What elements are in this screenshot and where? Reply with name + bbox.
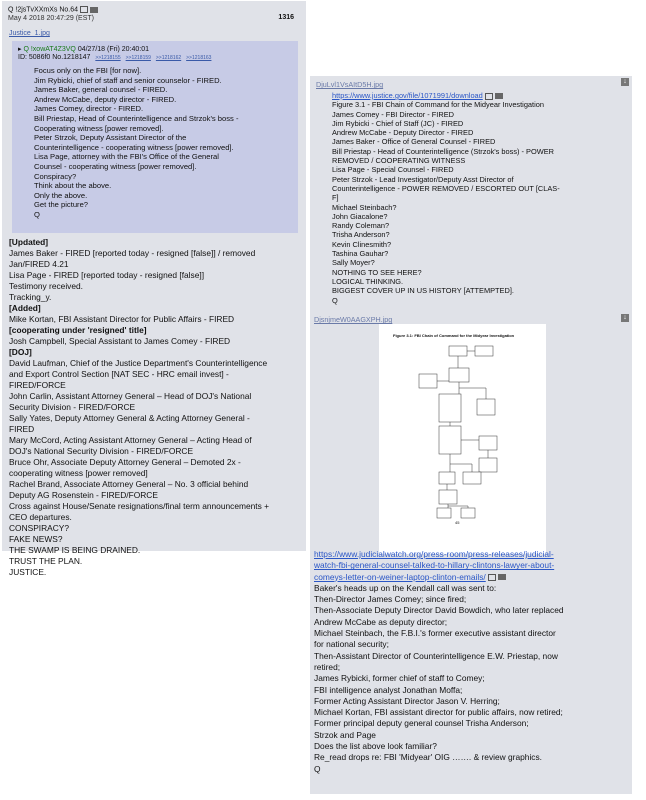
post-line: and Export Control Section [NAT SEC - HRC email invest] -: [9, 369, 229, 379]
post-line: Michael Kortan, FBI assistant director for public affairs, now retired;: [314, 707, 563, 718]
post-line: F]: [332, 193, 339, 203]
post-line: [DOJ]: [9, 347, 32, 357]
quote-line: Andrew McCabe, deputy director - FIRED.: [34, 94, 177, 104]
post-line: Former principal deputy general counsel Trisha Anderson;: [314, 718, 529, 729]
chart-box: [419, 374, 437, 388]
post-body: [314, 549, 630, 775]
left-post: [2, 1, 306, 577]
post-line: Re_read drops re: FBI 'Midyear' OIG ……. & review graphics.: [314, 752, 543, 763]
attachment-link[interactable]: DjsnjmeW0AAGXPH.jpg: [314, 315, 393, 324]
external-link-icon[interactable]: [80, 6, 88, 13]
post-line: [cooperating under 'resigned' title]: [9, 325, 147, 335]
folder-icon[interactable]: [495, 93, 503, 99]
download-icon[interactable]: ↓: [621, 78, 629, 86]
post-header: [8, 6, 98, 14]
post-line: Deputy AG Rosenstein - FIRED/FORCE: [9, 490, 158, 500]
quote-line: Get the picture?: [34, 200, 89, 210]
post-number: 1316: [278, 14, 294, 21]
post-line: Trisha Anderson?: [332, 230, 390, 240]
post-line: retired;: [314, 661, 341, 672]
chart-box: [439, 394, 461, 422]
url-part[interactable]: https://www.judicialwatch.org/press-room/press-releases/judicial-: [314, 549, 554, 559]
url-part[interactable]: watch-fbi-general-counsel-talked-to-hillary-clintons-lawyer-about-: [314, 560, 555, 571]
chart-title: Figure 3.1: FBI Chain of Command for the Midyear Investigation: [393, 333, 515, 338]
post-line: Andrew McCabe - Deputy Director - FIRED: [332, 128, 474, 138]
post-body: [332, 91, 628, 305]
post-line: Figure 3.1 - FBI Chain of Command for the Midyear Investigation: [332, 100, 544, 110]
chart-page-number: 45: [455, 520, 460, 525]
post-line: [Updated]: [9, 237, 49, 247]
quote-line: Counsel - cooperating witness [power removed].: [34, 161, 197, 171]
chart-box: [479, 436, 497, 450]
post-date: May 4 2018 20:47:29 (EST): [8, 15, 94, 22]
post-line: Tracking_y.: [9, 292, 52, 302]
post-author: Q !2jsTvXXmXs No.64: [8, 6, 79, 14]
post-line: Jim Rybicki - Chief of Staff (JC) - FIRED: [332, 118, 464, 128]
post-line: Bill Priestap - Head of Counterintelligence (Strzok's boss) - POWER: [332, 146, 554, 156]
post-line: Counterintelligence - POWER REMOVED / ESCORTED OUT [CLAS-: [332, 183, 560, 193]
chart-box: [439, 426, 461, 454]
post-line: John Giacalone?: [332, 211, 388, 221]
download-icon[interactable]: ↓: [621, 314, 629, 322]
quote-line: Peter Strzok, Deputy Assistant Director of the: [34, 133, 187, 143]
reply-link[interactable]: >>1218159: [125, 55, 151, 61]
post-line: JUSTICE.: [9, 567, 47, 577]
quote-line: Focus only on the FBI [for now].: [34, 66, 142, 75]
right-post-2: [310, 312, 632, 794]
post-line: Baker's heads up on the Kendall call was sent to:: [314, 582, 497, 593]
chart-box: [479, 458, 497, 472]
chart-box: [439, 490, 457, 504]
url-part[interactable]: comeys-letter-on-weiner-laptop-clinton-emails/: [314, 571, 486, 582]
post-line: Josh Campbell, Special Assistant to James Comey - FIRED: [9, 336, 231, 346]
post-line: LOGICAL THINKING.: [332, 276, 404, 286]
post-line: John Carlin, Assistant Attorney General – Head of DOJ's National: [9, 391, 252, 401]
post-line: Sally Moyer?: [332, 258, 375, 268]
post-line: Former Acting Assistant Director Jason V. Herring;: [314, 695, 500, 706]
post-line: Michael Steinbach?: [332, 202, 397, 212]
chart-box: [463, 472, 481, 484]
quote-line: Q: [34, 209, 40, 219]
org-chart-image[interactable]: [379, 324, 546, 554]
post-line: FAKE NEWS?: [9, 534, 63, 544]
chart-box: [461, 508, 475, 518]
post-line: Bruce Ohr, Associate Deputy Attorney General – Demoted 2x -: [9, 457, 241, 467]
post-line: Lisa Page - Special Counsel - FIRED: [332, 165, 454, 175]
quote-id: ID: 5086f0 No.1218147: [18, 54, 91, 61]
post-line: Michael Steinbach, the F.B.I.'s former executive assistant director: [314, 628, 556, 639]
right-post-1: [310, 76, 632, 312]
external-link-icon[interactable]: [485, 93, 493, 100]
quoted-post: [12, 41, 298, 233]
quote-line: Lisa Page, attorney with the FBI's Office of the General: [34, 152, 219, 162]
url-line: [314, 549, 630, 583]
url-line: [332, 91, 628, 100]
chart-box: [439, 472, 455, 484]
post-line: THE SWAMP IS BEING DRAINED.: [9, 545, 141, 555]
chart-box: [449, 368, 469, 382]
post-line: FBI intelligence analyst Jonathan Moffa;: [314, 684, 463, 695]
post-line: Strzok and Page: [314, 729, 376, 740]
reply-link[interactable]: >>1218162: [155, 55, 182, 61]
post-line: FIRED/FORCE: [9, 380, 66, 390]
post-line: Q: [332, 295, 338, 305]
chart-box: [477, 399, 495, 415]
post-line: Testimony received.: [9, 281, 84, 291]
post-line: Q: [314, 763, 321, 774]
post-body: [9, 237, 305, 578]
quote-line: Conspiracy?: [34, 171, 77, 181]
post-line: Rachel Brand, Associate Attorney General – No. 3 official behind: [9, 479, 249, 489]
quote-id-line: [18, 54, 211, 61]
chart-box: [475, 346, 493, 356]
quote-line: Only the above.: [34, 190, 88, 200]
post-line: Jan/FIRED 4.21: [9, 259, 69, 269]
post-line: Tashina Gauhar?: [332, 249, 389, 259]
post-line: Andrew McCabe as deputy director;: [314, 616, 448, 627]
post-line: for national security;: [314, 639, 389, 650]
post-line: Does the list above look familiar?: [314, 741, 437, 752]
quote-line: James Comey, director - FIRED.: [34, 104, 144, 114]
post-line: James Rybicki, former chief of staff to Comey;: [314, 673, 485, 684]
source-link[interactable]: https://www.justice.gov/file/1071991/download: [332, 91, 483, 100]
source-link[interactable]: [314, 549, 554, 582]
quote-line: Think about the above.: [34, 181, 112, 191]
quote-line: James Baker, general counsel - FIRED.: [34, 85, 168, 95]
post-line: Randy Coleman?: [332, 221, 390, 231]
quote-header: ▸ Q !xowAT4Z3VQ 04/27/18 (Fri) 20:40:01: [18, 46, 150, 53]
post-line: James Baker - Office of General Counsel - FIRED: [332, 137, 496, 147]
post-line: David Laufman, Chief of the Justice Department's Counterintelligence: [9, 358, 268, 368]
post-line: Kevin Clinesmith?: [332, 239, 392, 249]
post-line: REMOVED / COOPERATING WITNESS: [332, 156, 466, 166]
quote-date: 04/27/18 (Fri) 20:40:01: [77, 46, 150, 53]
quote-line: Jim Rybicki, chief of staff and senior counselor - FIRED.: [34, 75, 222, 85]
external-link-icon[interactable]: [488, 574, 496, 581]
post-line: TRUST THE PLAN.: [9, 556, 83, 566]
quote-body: [34, 66, 296, 220]
post-line: DOJ's National Security Division - FIRED/FORCE: [9, 446, 194, 456]
post-line: Then-Assistant Director of Counterintelligence E.W. Priestap, now: [314, 650, 558, 661]
chart-box: [449, 346, 467, 356]
post-line: CEO departures.: [9, 512, 72, 522]
post-line: Mary McCord, Acting Assistant Attorney General – Acting Head of: [9, 435, 252, 445]
post-line: CONSPIRACY?: [9, 523, 70, 533]
post-line: BIGGEST COVER UP IN US HISTORY [ATTEMPTED].: [332, 286, 514, 296]
post-line: [Added]: [9, 303, 41, 313]
reply-link[interactable]: >>1218155: [95, 55, 121, 61]
quote-author: Q !xowAT4Z3VQ: [23, 46, 76, 53]
post-line: Peter Strzok - Lead Investigator/Deputy Asst Director of: [332, 174, 514, 184]
attachment-link[interactable]: DjuLvl1VsAItD5H.jpg: [316, 80, 384, 89]
post-line: Cross against House/Senate resignations/final term announcements +: [9, 501, 270, 511]
quote-line: Counterintelligence - cooperating witness [power removed].: [34, 142, 234, 152]
post-line: Security Division - FIRED/FORCE: [9, 402, 136, 412]
post-line: Lisa Page - FIRED [reported today - resigned [false]]: [9, 270, 205, 280]
reply-link[interactable]: >>1218163: [186, 55, 212, 61]
post-line: cooperating witness [power removed]: [9, 468, 148, 478]
chart-box: [437, 508, 451, 518]
post-line: Then-Associate Deputy Director David Bowdich, who later replaced: [314, 605, 564, 616]
quote-line: Bill Priestap, Head of Counterintelligence and Strzok's boss -: [34, 113, 239, 123]
folder-icon[interactable]: [90, 7, 98, 13]
org-chart-diagram: [379, 324, 546, 554]
post-line: FIRED: [9, 424, 35, 434]
post-line: James Baker - FIRED [reported today - resigned [false]] / removed: [9, 248, 256, 258]
post-line: Mike Kortan, FBI Assistant Director for Public Affairs - FIRED: [9, 314, 235, 324]
attachment-link[interactable]: Justice_1.jpg: [9, 30, 50, 37]
post-line: Sally Yates, Deputy Attorney General & Acting Attorney General -: [9, 413, 250, 423]
post-line: James Comey - FBI Director - FIRED: [332, 109, 454, 119]
quote-line: Cooperating witness [power removed].: [34, 123, 164, 133]
folder-icon[interactable]: [498, 574, 506, 580]
post-line: Then-Director James Comey; since fired;: [314, 594, 467, 605]
post-line: NOTHING TO SEE HERE?: [332, 267, 422, 277]
